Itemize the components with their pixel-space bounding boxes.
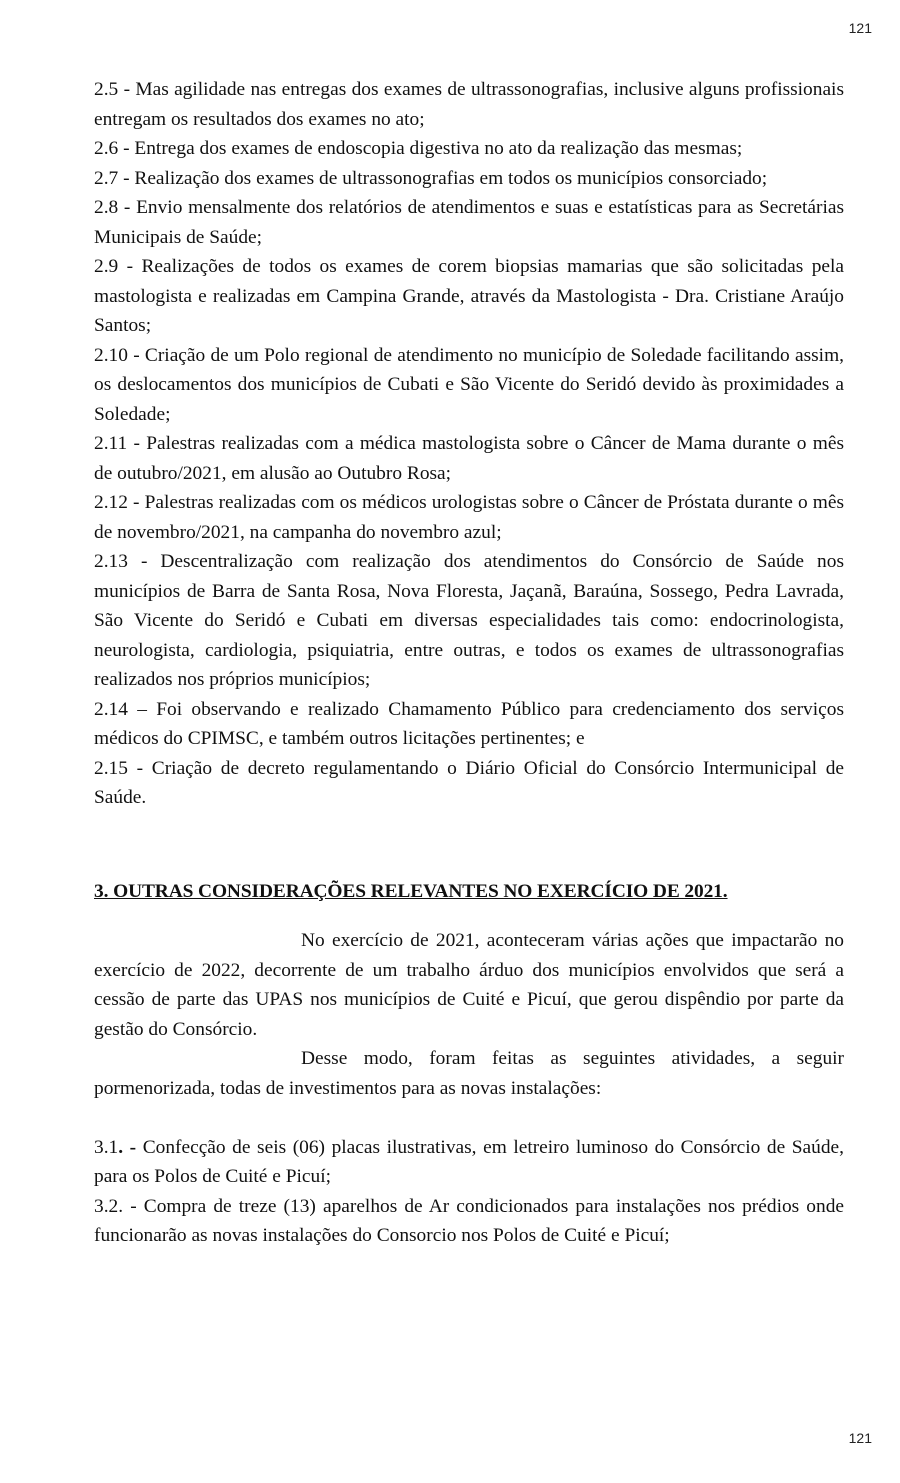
item-3-1: [94, 1133, 844, 1192]
item-2-5: 2.5 - Mas agilidade nas entregas dos exames de ultrassonografias, inclusive alguns profissionais entregam os resultados dos exames no ato;: [94, 79, 844, 130]
item-2-8: 2.8 - Envio mensalmente dos relatórios de atendimentos e suas e estatísticas para as Secretárias Municipais de Saúde;: [94, 197, 844, 248]
page-number-top: 121: [848, 20, 872, 36]
section-3-paragraph-2: Desse modo, foram feitas as seguintes atividades, a seguir pormenorizada, todas de investimentos para as novas instalações:: [94, 1048, 844, 1099]
item-3-1-text: Confecção de seis (06) placas ilustrativas, em letreiro luminoso do Consórcio de Saúde, para os Polos de Cuité e Picuí;: [94, 1136, 844, 1187]
page-number-bottom: 121: [848, 1430, 872, 1446]
item-2-12: 2.12 - Palestras realizadas com os médicos urologistas sobre o Câncer de Próstata durante o mês de novembro/2021, na campanha do novembro azul;: [94, 492, 844, 543]
item-2-15: 2.15 - Criação de decreto regulamentando o Diário Oficial do Consórcio Intermunicipal de Saúde.: [94, 757, 844, 808]
item-2-11: 2.11 - Palestras realizadas com a médica mastologista sobre o Câncer de Mama durante o mês de outubro/2021, em alusão ao Outubro Rosa;: [94, 433, 844, 484]
document-body: [94, 75, 844, 1251]
item-3-1-number: 3.1: [94, 1136, 119, 1158]
item-2-9: 2.9 - Realizações de todos os exames de corem biopsias mamarias que são solicitadas pela mastologista e realizadas em Campina Grande, através da Mastologista - Dra. Cristiane Araújo Santos;: [94, 256, 844, 336]
section-3-paragraph-1: No exercício de 2021, aconteceram várias ações que impactarão no exercício de 2022, decorrente de um trabalho árduo dos municípios envolvidos que será a cessão de parte das UPAS nos municípios de Cuité e Picuí, que gerou dispêndio por parte da gestão do Consórcio.: [94, 930, 844, 1040]
section-3-title: 3. OUTRAS CONSIDERAÇÕES RELEVANTES NO EXERCÍCIO DE 2021.: [94, 880, 728, 902]
item-3-1-separator: . -: [118, 1136, 137, 1158]
item-2-14: 2.14 – Foi observando e realizado Chamamento Público para credenciamento dos serviços médicos do CPIMSC, e também outros licitações pertinentes; e: [94, 698, 844, 749]
item-2-6: 2.6 - Entrega dos exames de endoscopia digestiva no ato da realização das mesmas;: [94, 138, 743, 159]
item-2-10: 2.10 - Criação de um Polo regional de atendimento no município de Soledade facilitando assim, os deslocamentos dos municípios de Cubati e São Vicente do Seridó devido às proximidades a Soledade;: [94, 344, 844, 425]
item-3-2: 3.2. - Compra de treze (13) aparelhos de Ar condicionados para instalações nos prédios onde funcionarão as novas instalações do Consorcio nos Polos de Cuité e Picuí;: [94, 1195, 844, 1246]
item-2-7: 2.7 - Realização dos exames de ultrassonografias em todos os municípios consorciado;: [94, 167, 768, 189]
item-2-13: 2.13 - Descentralização com realização dos atendimentos do Consórcio de Saúde nos municípios de Barra de Santa Rosa, Nova Floresta, Jaçanã, Baraúna, Sossego, Pedra Lavrada, São Vicente do Seridó e Cubati em diversas especialidades tais como: endocrinologista, neurologista, cardiologia, psiquiatria, entre outras, e todos os exames de ultrassonografias realizados nos próprios municípios;: [94, 551, 844, 690]
